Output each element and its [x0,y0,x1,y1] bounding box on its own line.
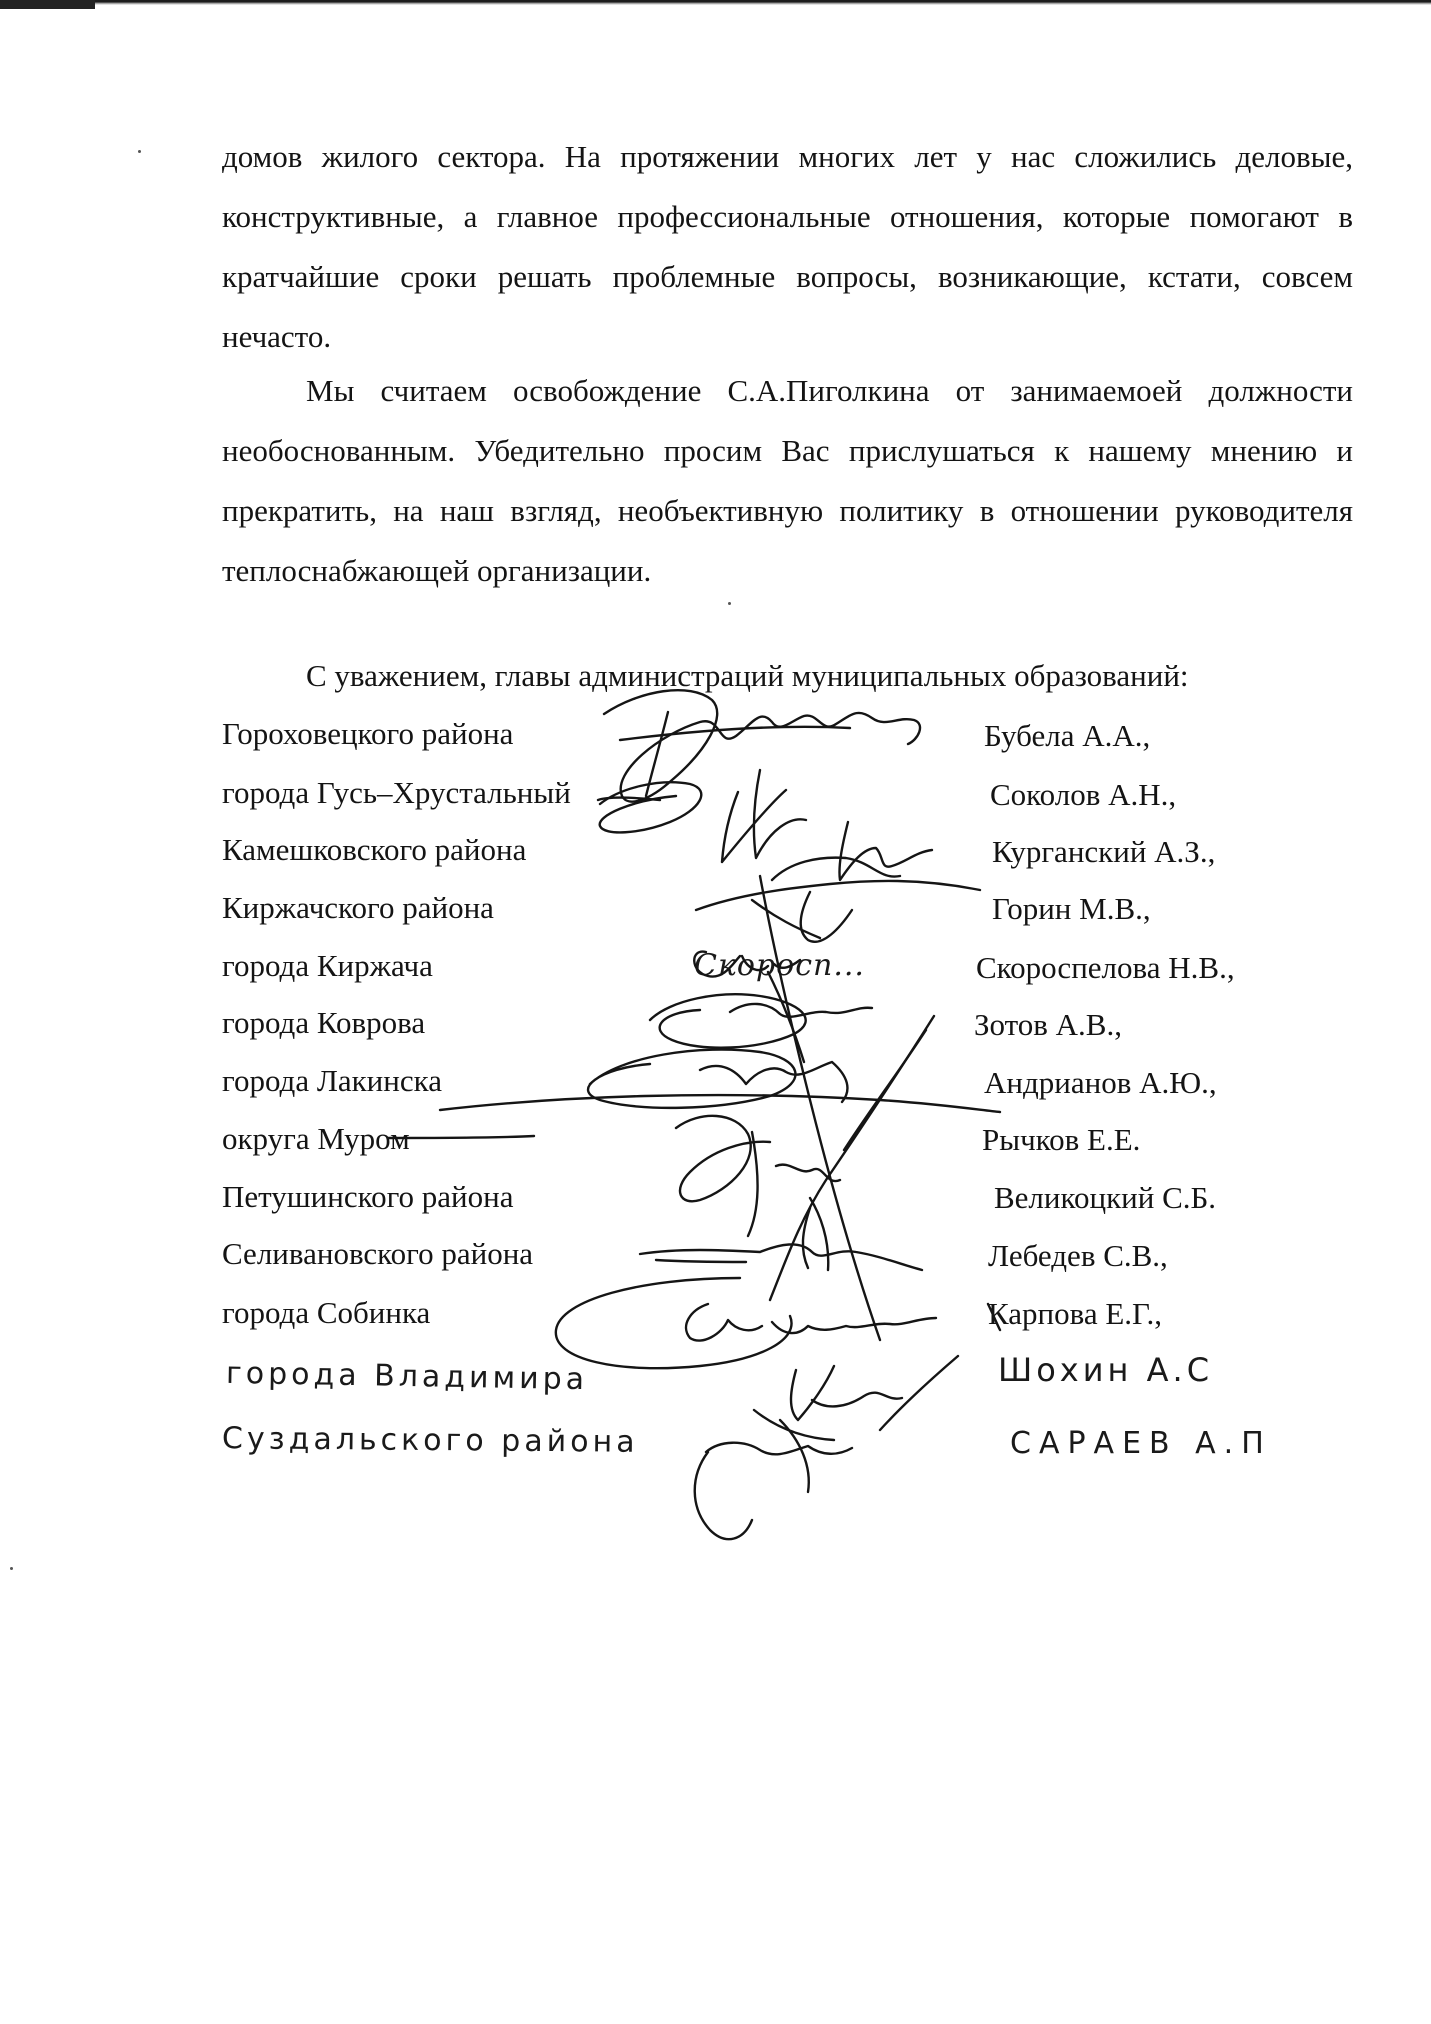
signature-stroke [748,1132,758,1236]
signatory-place: города Киржача [222,948,433,983]
signatory-place: города Коврова [222,1005,426,1040]
signatory-name: Карпова Е.Г., [988,1296,1162,1331]
letter-paragraph-1: домов жилого сектора. На протяжении многих лет у нас сложились деловые, конструктивные, а главное профессиональные отношения, которые помогают в кратчайшие сроки решать проблемные вопросы, возникающие, кстати, совсем нечасто. [222,139,1353,354]
signatory-place: города Собинка [222,1295,431,1330]
signatory-name: Рычков Е.Е. [982,1122,1141,1157]
signature-cursive-text: Скоросп... [694,948,865,983]
signature-stroke [640,1244,922,1270]
signature-stroke [810,1198,828,1270]
signatory-name: Горин М.В., [992,891,1151,926]
signature-stroke [791,1366,902,1420]
signature-stroke [600,782,702,832]
signature-stroke [839,822,932,880]
handwritten-name: Шохин А.С [998,1351,1214,1389]
signatory-place: Петушинского района [222,1179,514,1214]
signature-stroke [556,1278,792,1368]
scan-top-edge [0,0,1431,5]
signature-stroke [844,1030,926,1150]
handwritten-name: САРАЕВ А.П [1010,1426,1272,1461]
signature-stroke [696,881,980,910]
signatory-place: округа Муром [222,1121,410,1156]
signature-stroke [686,1304,936,1341]
signatory-place: Селивановского района [222,1236,534,1271]
closing-salutation: С уважением, главы администраций муниципальных образований: [306,658,1189,693]
signatory-place: Камешковского района [222,832,527,867]
signature-stroke [620,727,850,740]
signature-stroke [388,1136,534,1138]
signatory-place: Киржачского района [222,890,494,925]
signature-stroke [722,770,806,862]
handwritten-place: Суздальского района [221,1421,639,1460]
signature-stroke [588,1050,795,1108]
signatory-place: Гороховецкого района [222,716,514,751]
signature-stroke [676,1116,770,1201]
signatory-name: Бубела А.А., [984,718,1151,753]
signatory-name: Лебедев С.В., [988,1238,1168,1273]
letter-paragraph-2: Мы считаем освобождение С.А.Пиголкина от занимаемоей должности необоснованным. Убедительно просим Вас прислушаться к нашему мнению и прекратить, на наш взгляд, необъективную политику в отношении руководителя теплоснабжающей организации. [222,373,1353,588]
signature-stroke [752,900,820,938]
signature-stroke [754,1410,834,1440]
signature-stroke [780,1420,809,1492]
signature-stroke [772,858,900,880]
scan-speck [138,150,141,153]
signatory-name: Скороспелова Н.В., [976,950,1235,985]
scan-corner-mark [0,0,95,9]
signatory-name: Курганский А.З., [992,834,1216,869]
signatory-place: города Гусь–Хрустальный [222,775,571,810]
signature-stroke [770,1016,934,1300]
signatory-name: Соколов А.Н., [990,777,1177,812]
signature-stroke [880,1356,958,1430]
handwritten-place: города Владимира [225,1355,589,1398]
signature-stroke [803,1208,810,1268]
signature-stroke [776,1165,840,1181]
scan-speck [10,1567,13,1570]
signatory-name: Великоцкий С.Б. [994,1180,1217,1215]
scan-speck [728,602,731,605]
signature-stroke [706,1443,852,1455]
signature-stroke [656,1260,746,1262]
signature-stroke [801,892,852,942]
signature-stroke [730,1004,872,1017]
signatory-place: города Лакинска [222,1063,442,1098]
signature-stroke [440,1095,1000,1112]
signature-stroke [646,712,668,796]
signatory-name: Зотов А.В., [974,1007,1122,1042]
signatory-name: Андрианов А.Ю., [984,1065,1217,1100]
signature-stroke [650,994,806,1047]
signature-stroke [604,690,920,801]
signature-stroke [695,1452,752,1539]
signature-stroke [598,798,660,800]
signature-stroke [700,1062,847,1102]
